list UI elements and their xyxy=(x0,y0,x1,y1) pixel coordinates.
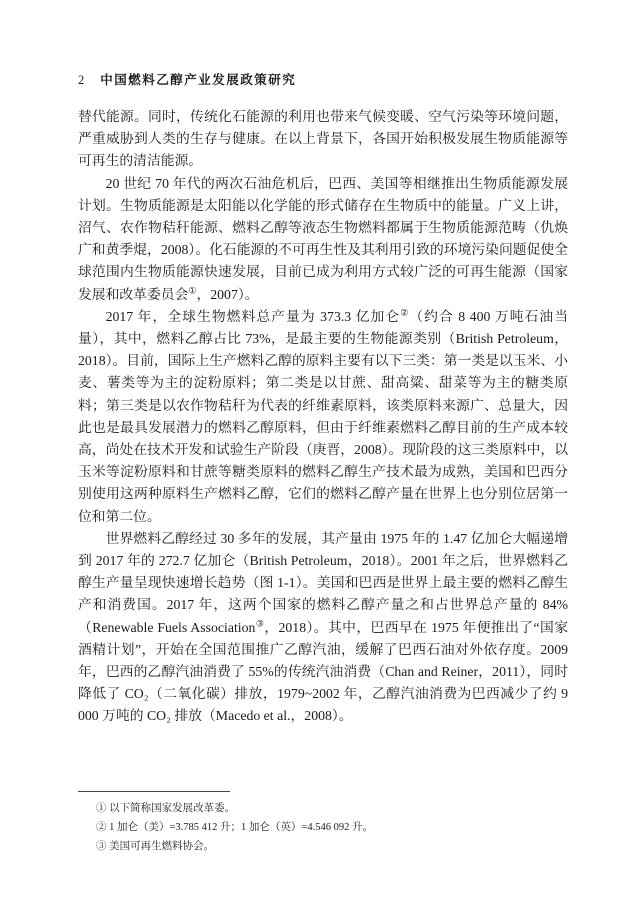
paragraph: 20 世纪 70 年代的两次石油危机后，巴西、美国等相继推出生物质能源发展计划。生物质能源是太阳能以化学能的形式储存在生物质中的能量。广义上讲，沼气、农作物秸秆能源、燃料乙醇等液态生物燃料都属于生物质能源范畴（仇焕广和黄季焜，2008）。化石能源的不可再生性及其利用引致的环境污染问题促使全球范围内生物质能源快速发展，目前已成为利用方式较广泛的可再生能源（国家发展和改革委员会①，2007）。 xyxy=(78,175,568,302)
page-number: 2 xyxy=(78,73,85,87)
footnote-ref: ① xyxy=(188,285,197,296)
paragraph: 世界燃料乙醇经过 30 多年的发展，其产量由 1975 年的 1.47 亿加仑大幅递增到 2017 年的 272.7 亿加仑（British Petroleum，2018）。2001 年之后，世界燃料乙醇生产量呈现快速增长趋势（图 1-1）。美国和巴西是世界上最主要的燃料乙醇生产和消费国。2017 年，这两个国家的燃料乙醇产量之和占世界总产量的 84%（Renewable Fuels Association③，2018）。其中，巴西早在 1975 年便推出了“国家酒精计划”，开始在全国范围推广乙醇汽油，缓解了巴西石油对外依存度。2009 年，巴西的乙醇汽油消费了 55%的传统汽油消费（Chan and Reiner，2011），同时降低了 CO₂（二氧化碳）排放，1979~2002 年，乙醇汽油消费为巴西减少了约 9 000 万吨的 CO₂ 排放（Macedo et al.，2008）。 xyxy=(78,530,568,724)
page-header xyxy=(78,70,566,88)
paragraph: 替代能源。同时，传统化石能源的利用也带来气候变暖、空气污染等环境问题，严重威胁到人类的生存与健康。在以上背景下，各国开始积极发展生物质能源等可再生的清洁能源。 xyxy=(78,109,568,169)
footnote: ② 1 加仑（美）=3.785 412 升；1 加仑（英）=4.546 092 升。 xyxy=(96,822,373,833)
footnotes xyxy=(96,799,568,856)
footnote: ① 以下简称国家发展改革委。 xyxy=(96,803,236,814)
footnote-ref: ② xyxy=(400,307,410,318)
paragraph: 2017 年，全球生物燃料总产量为 373.3 亿加仑②（约合 8 400 万吨石油当量），其中，燃料乙醇占比 73%，是最主要的生物能源类别（British Petroleum，2018）。目前，国际上生产燃料乙醇的原料主要有以下三类：第一类是以玉米、小麦、薯类等为主的淀粉原料；第二类是以甘蔗、甜高粱、甜菜等为主的糖类原料；第三类是以农作物秸秆为代表的纤维素原料，该类原料来源广、总量大，因此也是最具发展潜力的燃料乙醇原料，但由于纤维素燃料乙醇目前的生产成本较高，尚处在技术开发和试验生产阶段（庚晋，2008）。现阶段的这三类原料中，以玉米等淀粉原料和甘蔗等糖类原料的燃料乙醇生产技术最为成熟，美国和巴西分别使用这两种原料生产燃料乙醇，它们的燃料乙醇产量在世界上也分别位居第一位和第二位。 xyxy=(78,307,568,524)
body-paragraphs xyxy=(78,106,568,728)
footnote-separator xyxy=(78,791,230,792)
running-title: 中国燃料乙醇产业发展政策研究 xyxy=(100,73,297,87)
footnote-ref: ③ xyxy=(255,618,265,629)
footnote: ③ 美国可再生燃料协会。 xyxy=(96,841,215,852)
